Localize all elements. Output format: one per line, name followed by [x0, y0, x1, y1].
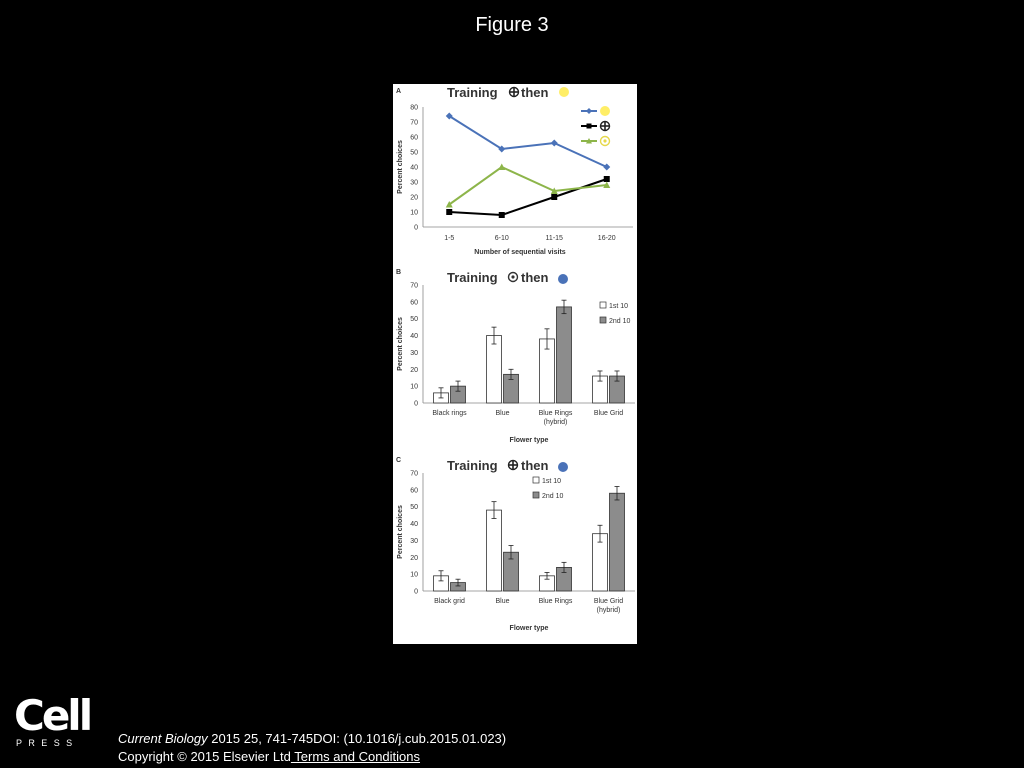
- cell-press-logo: [14, 691, 91, 750]
- panel-y-tick-label: 0: [414, 588, 418, 596]
- panel-x-tick-label: (hybrid): [543, 419, 568, 426]
- panel-a-y-tick-label: 80: [410, 104, 418, 112]
- panel-a-triangle-point: [498, 164, 505, 171]
- panel-x-tick-label: Blue: [495, 410, 510, 417]
- terms-link[interactable]: Terms and Conditions: [290, 749, 421, 764]
- panel-x-tick-label: Black rings: [432, 410, 467, 417]
- panel-a-diamond-point: [551, 140, 558, 147]
- panel-y-tick-label: 70: [410, 470, 418, 478]
- panel-y-tick-label: 60: [410, 487, 418, 495]
- panel-legend-swatch: [600, 317, 606, 323]
- panel-a-title: Training: [447, 85, 498, 100]
- panel-legend-label: 1st 10: [542, 478, 562, 485]
- panel-a-y-tick-label: 0: [414, 224, 418, 232]
- panel-a-y-axis-label: Percent choices: [397, 140, 404, 194]
- panel-legend-swatch: [533, 492, 539, 498]
- citation-text: 2015 25, 741-745DOI: (10.1016/j.cub.2015.01.023): [207, 731, 507, 746]
- panel-a-square-point: [446, 209, 452, 215]
- panel-b-title-suffix: then: [521, 270, 549, 285]
- panel-a-legend-yellow-dot-icon: [600, 106, 610, 116]
- figure-3-panel: [393, 84, 637, 644]
- panel-y-tick-label: 40: [410, 521, 418, 529]
- panel-legend-swatch: [533, 477, 539, 483]
- panel-a-legend-diamond: [586, 108, 592, 114]
- panel-c-title-cross-circle-icon: [509, 461, 518, 470]
- slide-title: Figure 3: [475, 14, 549, 36]
- copyright-text: Copyright © 2015 Elsevier Ltd: [118, 749, 291, 764]
- panel-a-y-tick-label: 60: [410, 134, 418, 142]
- panel-a-legend-square: [587, 124, 592, 129]
- panel-y-tick-label: 70: [410, 282, 418, 290]
- panel-a-line-chart: [396, 85, 633, 256]
- ring-center: [603, 139, 606, 142]
- panel-a-x-axis-label: Number of sequential visits: [474, 249, 566, 256]
- citation-block: [118, 730, 506, 766]
- logo-wordmark: Cell: [14, 691, 91, 740]
- panel-y-tick-label: 60: [410, 299, 418, 307]
- panel-b-title-ring-circle-icon: [509, 273, 518, 282]
- panel-a-square-point: [604, 176, 610, 182]
- panel-x-tick-label: Blue Grid: [593, 410, 624, 417]
- panel-y-tick-label: 50: [410, 316, 418, 324]
- panel-a-title-cross-circle-icon: [510, 88, 519, 97]
- panel-x-tick-label: (hybrid): [596, 607, 621, 614]
- panel-c-title-suffix: then: [521, 458, 549, 473]
- journal-name: Current Biology: [118, 731, 208, 746]
- panel-a-series-line: [449, 167, 607, 205]
- panel-b-letter: B: [396, 269, 402, 276]
- panel-c-letter: C: [396, 457, 402, 464]
- panel-x-axis-label: Flower type: [509, 625, 549, 632]
- panel-a-diamond-point: [603, 164, 610, 171]
- panel-y-tick-label: 20: [410, 366, 418, 374]
- panel-a-title-suffix: then: [521, 85, 549, 100]
- panel-legend-label: 2nd 10: [609, 318, 631, 325]
- panel-a-legend-cross-circle-icon: [601, 122, 610, 131]
- panel-c-title: Training: [447, 458, 498, 473]
- panel-a-x-tick-label: 11-15: [545, 235, 563, 242]
- panel-a-y-tick-label: 10: [410, 209, 418, 217]
- panel-b-title-blue-dot-icon: [558, 274, 568, 284]
- panel-y-axis-label: Percent choices: [397, 505, 404, 559]
- panel-x-tick-label: Blue Rings: [538, 410, 573, 417]
- panel-c-bar-chart: [396, 457, 635, 632]
- panel-x-tick-label: Blue Rings: [538, 598, 573, 605]
- panel-a-x-tick-label: 16-20: [597, 235, 616, 242]
- panel-legend-label: 2nd 10: [542, 493, 564, 500]
- panel-a-title-yellow-dot-icon: [559, 87, 569, 97]
- panel-c-title-blue-dot-icon: [558, 462, 568, 472]
- panel-y-tick-label: 50: [410, 504, 418, 512]
- panel-y-tick-label: 30: [410, 537, 418, 545]
- panel-x-axis-label: Flower type: [509, 437, 549, 444]
- logo-press-text: PRESS: [16, 738, 79, 748]
- figure-svg: [393, 84, 637, 644]
- panel-a-y-tick-label: 50: [410, 149, 418, 157]
- panel-b-title: Training: [447, 270, 498, 285]
- panel-a-letter: A: [396, 88, 402, 95]
- panel-y-axis-label: Percent choices: [397, 317, 404, 371]
- panel-y-tick-label: 30: [410, 349, 418, 357]
- citation-line: [118, 730, 506, 748]
- panel-bar: [487, 336, 502, 403]
- panel-b-bar-chart: [396, 269, 635, 444]
- panel-a-square-point: [499, 212, 505, 218]
- panel-y-tick-label: 40: [410, 333, 418, 341]
- panel-bar: [487, 510, 502, 591]
- panel-legend-swatch: [600, 302, 606, 308]
- panel-a-x-tick-label: 6-10: [494, 235, 509, 242]
- panel-y-tick-label: 0: [414, 400, 418, 408]
- panel-legend-label: 1st 10: [609, 303, 629, 310]
- panel-a-legend-ring-circle-icon: [601, 137, 610, 146]
- panel-a-y-tick-label: 70: [410, 119, 418, 127]
- ring-center: [511, 275, 514, 278]
- panel-a-y-tick-label: 30: [410, 179, 418, 187]
- panel-a-y-tick-label: 20: [410, 194, 418, 202]
- panel-y-tick-label: 20: [410, 554, 418, 562]
- panel-a-square-point: [551, 194, 557, 200]
- panel-x-tick-label: Blue: [495, 598, 510, 605]
- panel-bar: [610, 493, 625, 591]
- panel-bar: [557, 307, 572, 403]
- panel-a-series-line: [449, 179, 607, 215]
- panel-x-tick-label: Blue Grid: [593, 598, 624, 605]
- panel-a-x-tick-label: 1-5: [444, 235, 455, 242]
- panel-a-y-tick-label: 40: [410, 164, 418, 172]
- panel-y-tick-label: 10: [410, 383, 418, 391]
- copyright-line: [118, 748, 506, 766]
- panel-y-tick-label: 10: [410, 571, 418, 579]
- panel-x-tick-label: Black grid: [434, 598, 465, 605]
